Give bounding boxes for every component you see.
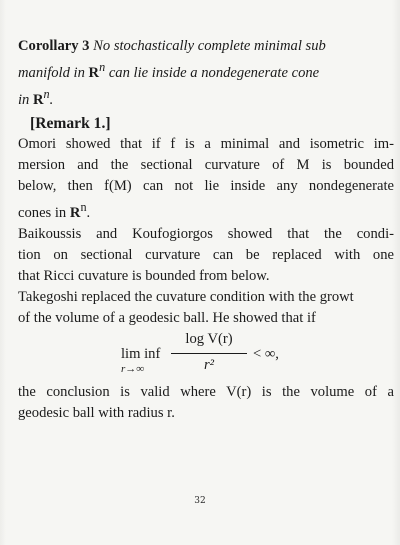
corollary-line-1 [18,36,398,57]
limit-formula [18,330,398,382]
body-line-8: Takegoshi replaced the cuvature condition with the growt [18,288,354,305]
body-line4-post: . [86,204,91,221]
body-line-3: below, then f(M) can not lie inside any nondegenerate [18,177,394,194]
corollary-line2-sup: n [99,60,106,74]
corollary-line3-post: . [49,91,54,108]
body-line-4 [18,197,398,224]
formula-liminf: lim inf [121,345,161,362]
corollary-line3-pre: in [18,91,33,108]
body-line-7: that Ricci cuvature is bounded from below. [18,267,270,284]
body-line4-sup: n [80,199,87,214]
conclusion-line-2: geodesic ball with radius r. [18,404,175,421]
page-number: 32 [194,496,206,506]
page-content [18,36,398,424]
formula-numerator: log V(r) [185,330,233,347]
body-line4-pre: cones in [18,204,70,221]
corollary-line2-R: R [88,64,100,81]
conclusion-line-1: the conclusion is valid where V(r) is the volume of a [18,383,394,400]
remark-heading: [Remark 1.] [30,114,111,132]
corollary-line3-R: R [33,91,44,108]
corollary-line2-pre: manifold in [18,64,89,81]
body-line-9: of the volume of a geodesic ball. He showed that if [18,309,316,326]
body-line4-R: R [69,204,81,221]
corollary-line-3 [18,84,398,111]
body-line-1: Omori showed that if f is a minimal and isometric im- [18,135,394,152]
body-line-6: tion on sectional curvature can be replaced with one [18,246,394,263]
corollary-line3-sup: n [43,86,50,101]
corollary-statement-1: No stochastically complete minimal sub [93,38,326,54]
corollary-heading: Corollary 3 [18,38,90,54]
body-line-5: Baikoussis and Koufogiorgos showed that the condi- [18,225,394,242]
body-line-2: mersion and the sectional curvature of M is bounded [18,156,394,173]
formula-denominator: r² [203,356,215,373]
corollary-line-2 [18,57,398,84]
formula-relation: < ∞, [253,345,279,362]
formula-subscript: r→∞ [121,362,145,375]
corollary-line2-post: can lie inside a nondegenerate cone [105,64,320,81]
formula-fraction-bar [171,353,247,354]
